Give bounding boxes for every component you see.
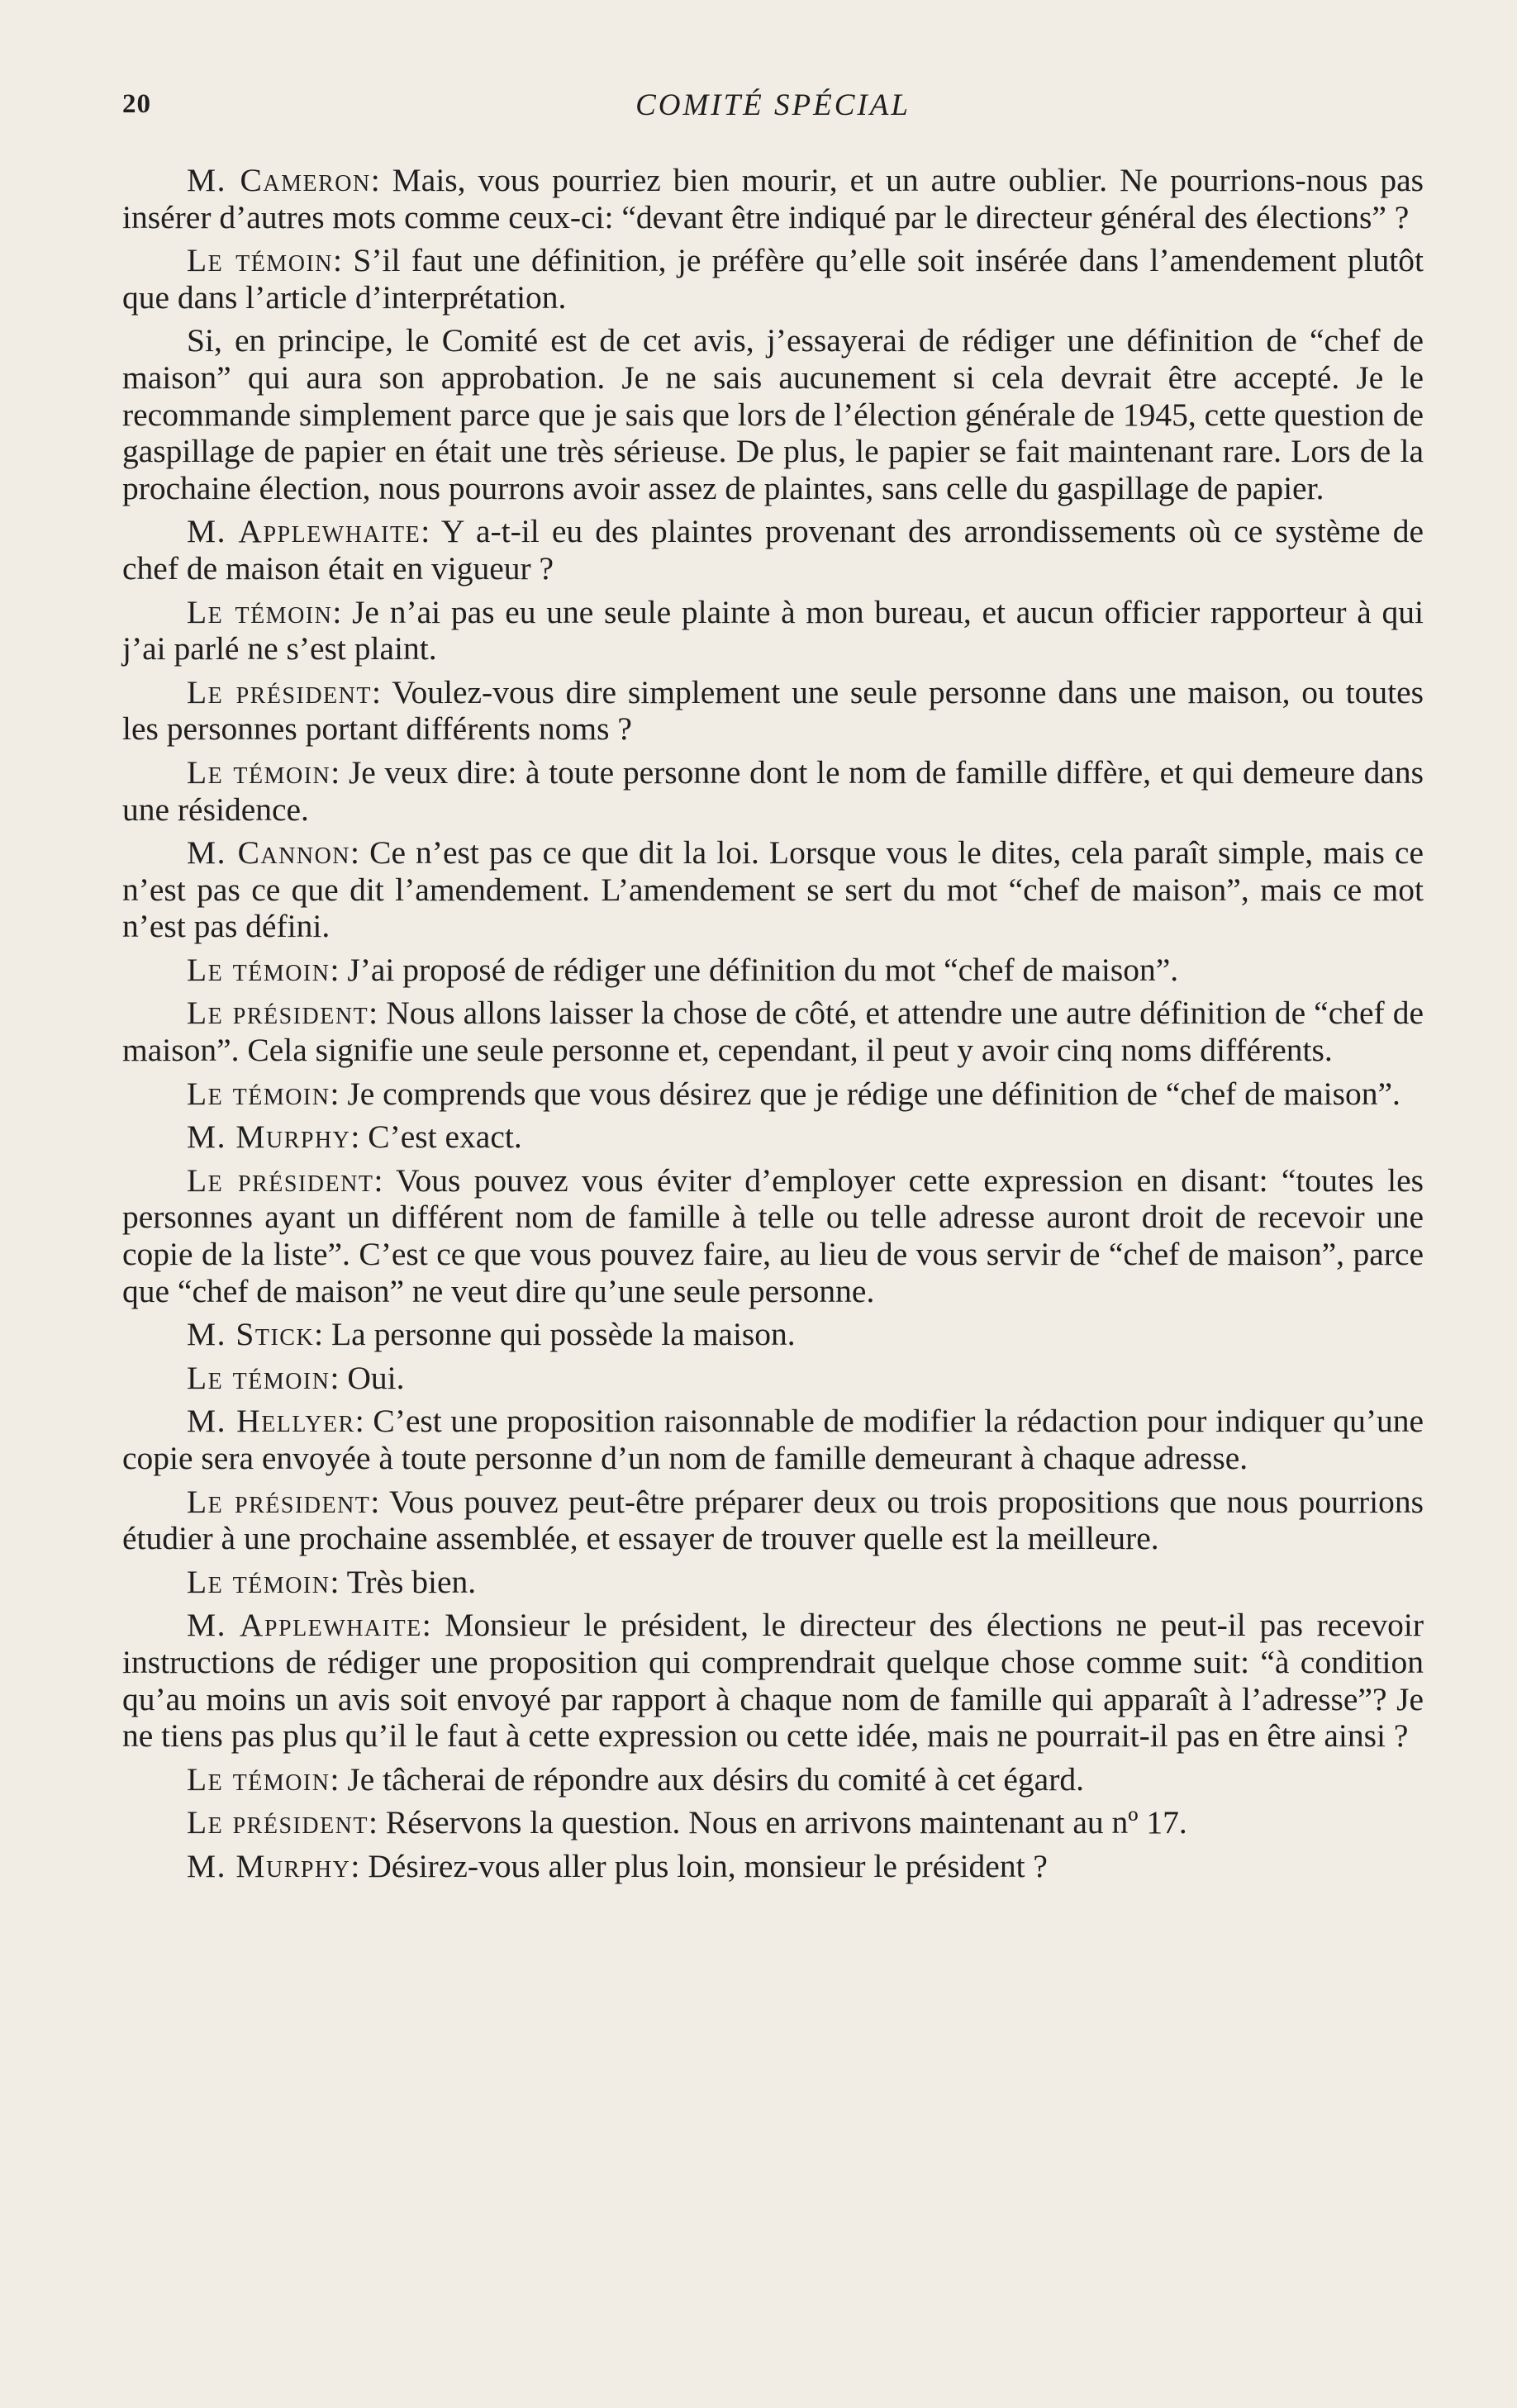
paragraph: Le président: Voulez-vous dire simplement une seule personne dans une maison, ou toutes les personnes portant différents noms ? (122, 673, 1424, 748)
paragraph: Le témoin: S’il faut une définition, je préfère qu’elle soit insérée dans l’amendement plutôt que dans l’article d’interprétation. (122, 242, 1424, 316)
paragraph-text: Je n’ai pas eu une seule plainte à mon bureau, et aucun officier rapporteur à qui j’ai parlé ne s’est plaint. (122, 593, 1424, 667)
running-title: COMITÉ SPÉCIAL (635, 88, 911, 122)
paragraph: Le président: Vous pouvez peut-être préparer deux ou trois propositions que nous pourrions étudier à une prochaine assemblée, et essayer de trouver quelle est la meilleure. (122, 1483, 1424, 1557)
paragraph-text: Monsieur le président, le directeur des élections ne peut-il pas recevoir instructions de rédiger une proposition qui comprendrait quelque chose comme suit: “à condition qu’au moins un avis soit envoyé par rapport à chaque nom de famille qui apparaît à l’adresse”? Je ne tiens pas plus qu’il le faut à cette expression ou cette idée, mais ne pourrait-il pas en être ainsi ? (122, 1607, 1424, 1755)
page-header (122, 86, 1424, 127)
paragraph: Le témoin: Très bien. (187, 1563, 477, 1600)
speaker-name: M. Hellyer (187, 1403, 355, 1440)
speaker-name: Le président (187, 1483, 371, 1520)
paragraph-text: Si, en principe, le Comité est de cet avis, j’essayerai de rédiger une définition de “chef de maison” qui aura son approbation. Je ne sais aucunement si cela devrait être accepté. Je le recommande simplement parce que je sais que lors de l’élection générale de 1945, cette question de gaspillage de papier en était une très sérieuse. De plus, le papier se fait maintenant rare. Lors de la prochaine élection, nous pourrons avoir assez de plaintes, sans celle du gaspillage de papier. (122, 322, 1424, 506)
paragraph: M. Applewhaite: Monsieur le président, le directeur des élections ne peut-il pas recevoir instructions de rédiger une proposition qui comprendrait quelque chose comme suit: “à condition qu’au moins un avis soit envoyé par rapport à chaque nom de famille qui apparaît à l’adresse”? Je ne tiens pas plus qu’il le faut à cette expression ou cette idée, mais ne pourrait-il pas en être ainsi ? (122, 1607, 1424, 1755)
paragraph: M. Cameron: Mais, vous pourriez bien mourir, et un autre oublier. Ne pourrions-nous pas insérer d’autres mots comme ceux-ci: “devant être indiqué par le directeur général des élections” ? (122, 162, 1424, 235)
speaker-name: M. Murphy (187, 1119, 351, 1156)
speaker-name: Le témoin (187, 951, 331, 988)
speaker-name: Le président (187, 995, 369, 1032)
paragraph-text: Ce n’est pas ce que dit la loi. Lorsque vous le dites, cela paraît simple, mais ce n’est pas ce que dit l’amendement. L’amendement se sert du mot “chef de maison”, mais ce mot n’est pas défini. (122, 834, 1424, 945)
paragraph: Le témoin: Je veux dire: à toute personne dont le nom de famille diffère, et qui demeure dans une résidence. (122, 753, 1424, 828)
paragraph-text: Voulez-vous dire simplement une seule personne dans une maison, ou toutes les personnes portant différents noms ? (122, 673, 1424, 748)
paragraph: M. Hellyer: C’est une proposition raisonnable de modifier la rédaction pour indiquer qu’une copie sera envoyée à toute personne d’un nom de famille demeurant à chaque adresse. (122, 1403, 1424, 1476)
paragraph: Le président: Vous pouvez vous éviter d’employer cette expression en disant: “toutes les personnes ayant un différent nom de famille à telle ou telle adresse auront droit de recevoir une copie de la liste”. C’est ce que vous pouvez faire, au lieu de vous servir de “chef de maison”, parce que “chef de maison” ne veut dire qu’une seule personne. (122, 1161, 1424, 1309)
paragraph-text: J’ai proposé de rédiger une définition du mot “chef de maison”. (347, 951, 1179, 988)
paragraph-text: C’est une proposition raisonnable de modifier la rédaction pour indiquer qu’une copie sera envoyée à toute personne d’un nom de famille demeurant à chaque adresse. (122, 1403, 1424, 1476)
speaker-name: Le président (187, 1804, 369, 1841)
paragraph: Le témoin: Je n’ai pas eu une seule plainte à mon bureau, et aucun officier rapporteur à qui j’ai parlé ne s’est plaint. (122, 593, 1424, 667)
paragraph-text: Désirez-vous aller plus loin, monsieur le président ? (368, 1847, 1048, 1884)
paragraph-text: Y a-t-il eu des plaintes provenant des arrondissements où ce système de chef de maison était en vigueur ? (122, 513, 1424, 587)
paragraph: Le témoin: J’ai proposé de rédiger une définition du mot “chef de maison”. (187, 951, 1179, 988)
paragraph-text: La personne qui possède la maison. (331, 1316, 796, 1353)
speaker-name: M. Applewhaite (187, 513, 421, 550)
paragraph: M. Stick: La personne qui possède la maison. (187, 1316, 796, 1353)
paragraph-text: Oui. (347, 1359, 405, 1396)
speaker-name: M. Applewhaite (187, 1607, 422, 1644)
paragraph-text: Je veux dire: à toute personne dont le nom de famille diffère, et qui demeure dans une résidence. (122, 753, 1424, 828)
paragraph: M. Murphy: C’est exact. (187, 1119, 522, 1156)
paragraph-text: Réservons la question. Nous en arrivons maintenant au nº 17. (385, 1804, 1187, 1841)
speaker-name: M. Murphy (187, 1847, 351, 1884)
speaker-name: M. Cannon (187, 834, 351, 872)
speaker-name: Le président (187, 673, 372, 710)
speaker-name: M. Stick (187, 1316, 315, 1353)
paragraph-text: Je comprends que vous désirez que je rédige une définition de “chef de maison”. (347, 1075, 1400, 1112)
transcript-body (122, 162, 1424, 1892)
paragraph: Le témoin: Oui. (187, 1359, 405, 1396)
paragraph-text: Vous pouvez vous éviter d’employer cette expression en disant: “toutes les personnes ayant un différent nom de famille à telle ou telle adresse auront droit de recevoir une copie de la liste”. C’est ce que vous pouvez faire, au lieu de vous servir de “chef de maison”, parce que “chef de maison” ne veut dire qu’une seule personne. (122, 1161, 1424, 1309)
paragraph: M. Applewhaite: Y a-t-il eu des plaintes provenant des arrondissements où ce système de chef de maison était en vigueur ? (122, 513, 1424, 587)
speaker-name: Le témoin (187, 753, 331, 791)
paragraph: Le président: Réservons la question. Nous en arrivons maintenant au nº 17. (187, 1804, 1187, 1841)
paragraph-text: S’il faut une définition, je préfère qu’elle soit insérée dans l’amendement plutôt que dans l’article d’interprétation. (122, 242, 1424, 316)
paragraph-text: C’est exact. (368, 1119, 522, 1156)
paragraph: Le président: Nous allons laisser la chose de côté, et attendre une autre définition de “chef de maison”. Cela signifie une seule personne et, cependant, il peut y avoir cinq noms différents. (122, 995, 1424, 1069)
paragraph: Le témoin: Je tâcherai de répondre aux désirs du comité à cet égard. (187, 1760, 1084, 1798)
speaker-name: Le témoin (187, 593, 333, 630)
speaker-name: Le témoin (187, 242, 333, 279)
paragraph-text: Mais, vous pourriez bien mourir, et un autre oublier. Ne pourrions-nous pas insérer d’autres mots comme ceux-ci: “devant être indiqué par le directeur général des élections” ? (122, 162, 1424, 235)
paragraph-text: Je tâcherai de répondre aux désirs du comité à cet égard. (347, 1760, 1084, 1798)
speaker-name: Le président (187, 1161, 374, 1199)
paragraph-text: Vous pouvez peut-être préparer deux ou trois propositions que nous pourrions étudier à une prochaine assemblée, et essayer de trouver quelle est la meilleure. (122, 1483, 1424, 1557)
speaker-name: Le témoin (187, 1359, 331, 1396)
paragraph-text: Très bien. (346, 1563, 477, 1600)
paragraph (122, 322, 1424, 506)
page-number: 20 (122, 89, 151, 119)
speaker-name: M. Cameron (187, 162, 371, 198)
speaker-name: Le témoin (187, 1563, 331, 1600)
speaker-name: Le témoin (187, 1075, 331, 1112)
paragraph-text: Nous allons laisser la chose de côté, et attendre une autre définition de “chef de maison”. Cela signifie une seule personne et, cependant, il peut y avoir cinq noms différents. (122, 995, 1424, 1069)
speaker-name: Le témoin (187, 1760, 331, 1798)
paragraph: Le témoin: Je comprends que vous désirez que je rédige une définition de “chef de maison”. (187, 1075, 1400, 1112)
paragraph: M. Murphy: Désirez-vous aller plus loin, monsieur le président ? (187, 1847, 1048, 1884)
paragraph: M. Cannon: Ce n’est pas ce que dit la loi. Lorsque vous le dites, cela paraît simple, mais ce n’est pas ce que dit l’amendement. L’amendement se sert du mot “chef de maison”, mais ce mot n’est pas défini. (122, 834, 1424, 945)
